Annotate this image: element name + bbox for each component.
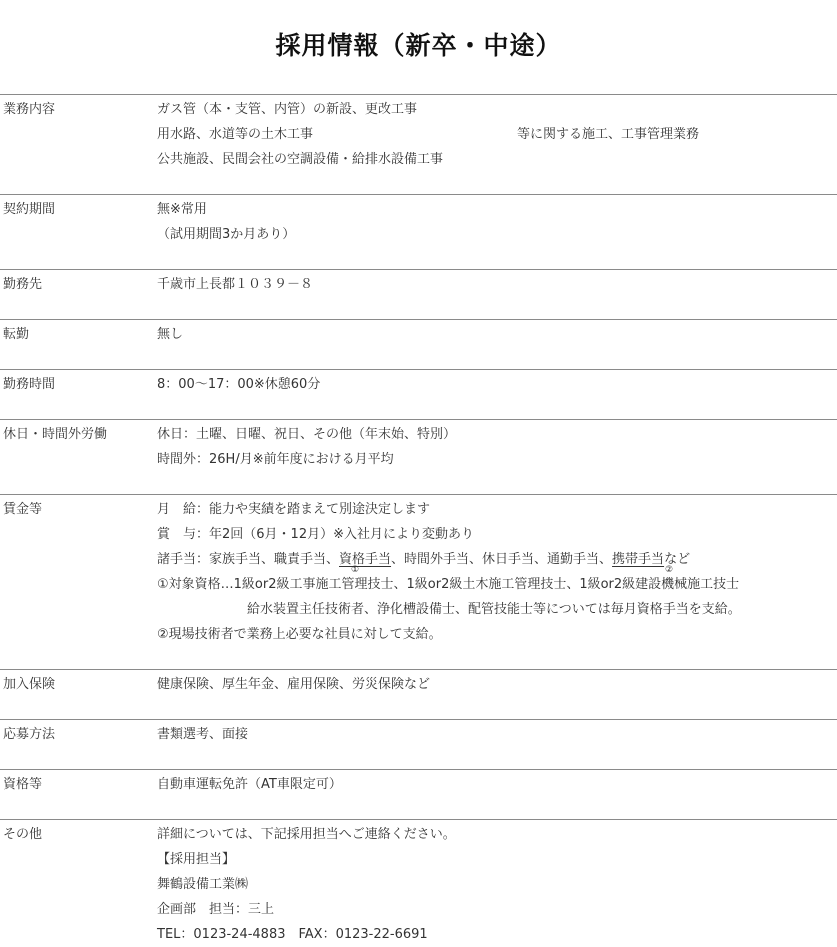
row-holidays-overtime [0,419,837,494]
content-line: 公共施設、民間会社の空調設備・給排水設備工事 [157,152,444,167]
row-label: 資格等 [3,777,43,792]
row-content [157,722,837,747]
row-label: 契約期間 [3,202,56,217]
note-text: ①対象資格…1級or2級工事施工管理技士、1級or2級土木施工管理技士、1級or2級建設機械施工技士 [157,577,740,592]
content-line: （試用期間3か月あり） [157,227,296,242]
mobile-allowance: 携帯手当 [612,552,665,567]
allowance-text: など [664,552,691,567]
row-content [157,497,837,647]
row-content [157,272,837,297]
row-insurance [0,669,837,719]
salary-line: 月 給：能力や実績を踏まえて別途決定します [157,502,431,517]
note-line: 給水装置主任技術者、浄化槽設備士、配管技能士等については毎月資格手当を支給。 [247,602,741,617]
row-label: 加入保険 [3,677,56,692]
row-content [157,772,837,797]
row-application-method [0,719,837,769]
content-line [157,122,837,147]
row-contract-period [0,194,837,269]
row-label: 賃金等 [3,502,43,517]
allowance-text: 諸手当：家族手当、職責手当、 [157,552,340,567]
qualification-allowance: 資格手当 [339,552,392,567]
row-working-hours [0,369,837,419]
content-line: 書類選考、面接 [157,727,249,742]
content-line: 8：00～17：00※休憩60分 [157,377,321,392]
row-content [157,422,837,472]
allowances-line [157,547,837,572]
row-label: 転勤 [3,327,30,342]
row-content [157,672,837,697]
row-content [157,822,837,947]
row-label: その他 [3,827,43,842]
row-content [157,372,837,397]
content-line: 詳細については、下記採用担当へご連絡ください。 [157,827,456,842]
content-line: ガス管（本・支管、内管）の新設、更改工事 [157,102,418,117]
content-line: 無し [157,327,184,342]
company-name: 舞鶴設備工業㈱ [157,877,249,892]
content-suffix: 等に関する施工、工事管理業務 [517,127,700,142]
row-transfer [0,319,837,369]
content-text: 用水路、水道等の土木工事 [157,127,314,142]
row-content [157,322,837,347]
row-label: 休日・時間外労働 [3,427,108,442]
row-label: 応募方法 [3,727,56,742]
note-line [157,565,837,597]
recruitment-table [0,94,837,945]
row-wages [0,494,837,669]
row-content [157,97,837,172]
contact-phone-fax: TEL：0123-24-4883 FAX：0123-22-6691 [157,927,428,942]
content-line: 健康保険、厚生年金、雇用保険、労災保険など [157,677,431,692]
content-line: 自動車運転免許（AT車限定可） [157,777,342,792]
content-line: 【採用担当】 [157,852,236,867]
allowance-text: 、時間外手当、休日手当、通勤手当、 [391,552,613,567]
content-line: 千歳市上長都１０３９－８ [157,277,314,292]
row-label: 勤務時間 [3,377,56,392]
row-other [0,819,837,945]
contact-person: 企画部 担当：三上 [157,902,275,917]
footnote-mark: ① [351,565,360,575]
row-workplace [0,269,837,319]
row-job-description [0,94,837,194]
note-line: ②現場技術者で業務上必要な社員に対して支給。 [157,627,442,642]
content-line: 休日：土曜、日曜、祝日、その他（年末始、特別） [157,427,457,442]
row-qualifications [0,769,837,819]
content-line: 時間外：26H/月※前年度における月平均 [157,452,394,467]
footnote-mark: ② [665,565,674,575]
bonus-line: 賞 与：年2回（6月・12月）※入社月により変動あり [157,527,474,542]
row-label: 勤務先 [3,277,43,292]
page-title: 採用情報（新卒・中途） [275,31,562,60]
row-label: 業務内容 [3,102,56,117]
row-content [157,197,837,247]
content-line: 無※常用 [157,202,207,217]
